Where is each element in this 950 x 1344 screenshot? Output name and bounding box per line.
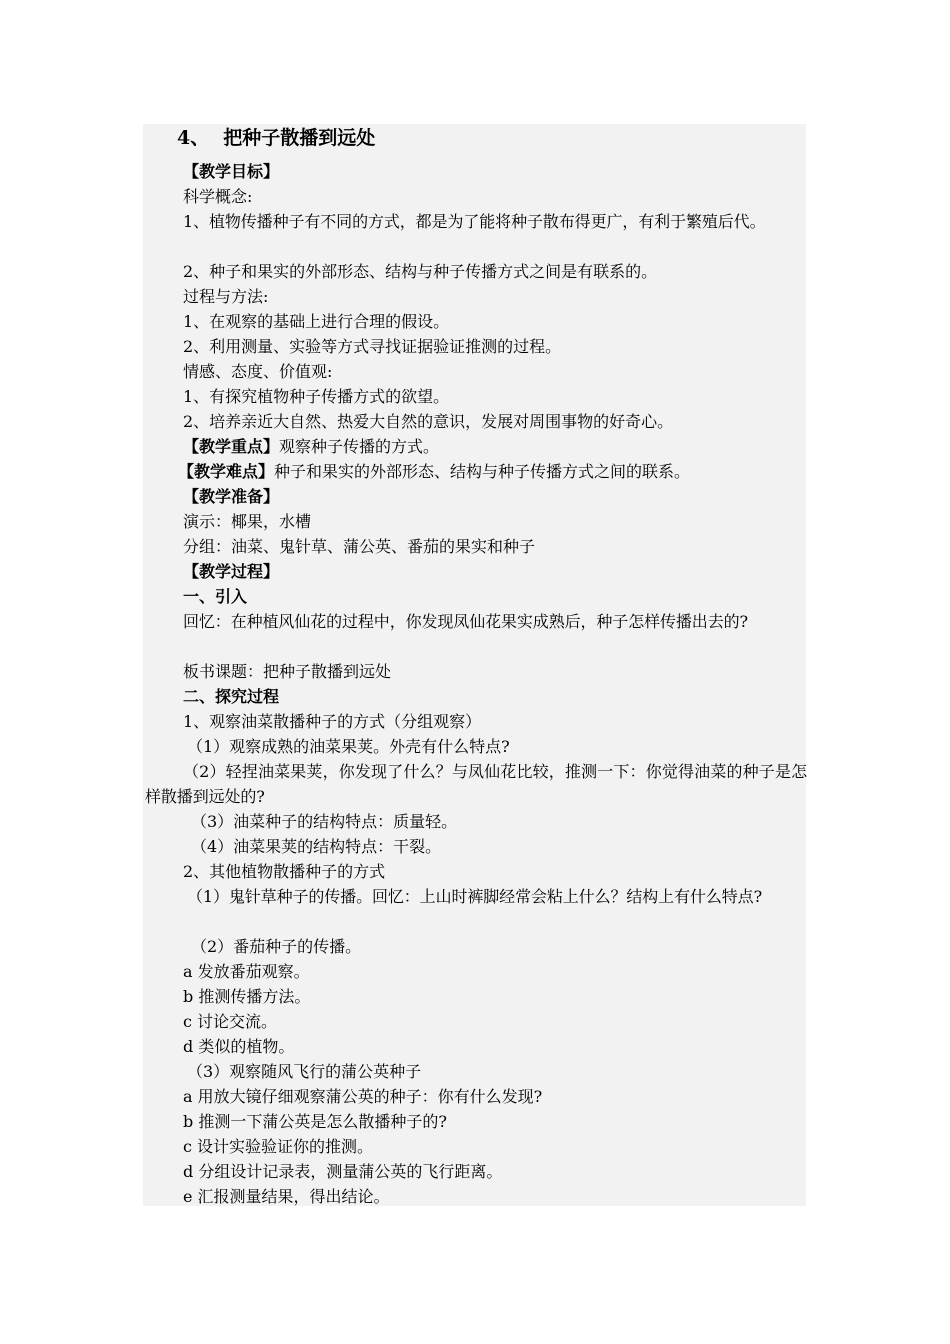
other-plants: 2、其他植物散播种子的方式 — [183, 862, 386, 881]
lesson-number: 4、 — [177, 127, 210, 149]
dandelion-b: b 推测一下蒲公英是怎么散播种子的? — [183, 1112, 447, 1131]
dandelion-step: （3）观察随风飞行的蒲公英种子 — [187, 1062, 422, 1081]
key-point-line — [145, 435, 807, 460]
key-point-label: 【教学重点】 — [183, 437, 280, 456]
heading-teaching-process: 【教学过程】 — [183, 562, 280, 581]
tomato-step: （2）番茄种子的传播。 — [191, 937, 362, 956]
dandelion-e: e 汇报测量结果，得出结论。 — [183, 1187, 390, 1206]
heading-teaching-goals: 【教学目标】 — [183, 162, 280, 181]
rapeseed-step-2: （2）轻捏油菜果荚，你发现了什么？与凤仙花比较，推测一下：你觉得油菜的种子是怎样散播到远处的? — [145, 762, 807, 806]
subheading-science-concept: 科学概念: — [183, 187, 253, 206]
emotion-item-2: 2、培养亲近大自然、热爱大自然的意识，发展对周围事物的好奇心。 — [183, 412, 674, 431]
observe-rapeseed: 1、观察油菜散播种子的方式（分组观察） — [183, 712, 482, 731]
process-item-1: 1、在观察的基础上进行合理的假设。 — [183, 312, 450, 331]
bidens-step: （1）鬼针草种子的传播。回忆：上山时裤脚经常会粘上什么？结构上有什么特点? — [187, 887, 763, 906]
board-title: 板书课题：把种子散播到远处 — [183, 662, 392, 681]
dandelion-a: a 用放大镜仔细观察蒲公英的种子：你有什么发现? — [183, 1087, 543, 1106]
difficulty-label: 【教学难点】 — [178, 462, 275, 481]
subheading-process-method: 过程与方法: — [183, 287, 269, 306]
prep-group: 分组：油菜、鬼针草、蒲公英、番茄的果实和种子 — [183, 537, 536, 556]
difficulty-line — [178, 460, 807, 485]
dandelion-c: c 设计实验验证你的推测。 — [183, 1137, 374, 1156]
recall-question: 回忆：在种植风仙花的过程中，你发现凤仙花果实成熟后，种子怎样传播出去的? — [183, 612, 748, 631]
tomato-d: d 类似的植物。 — [183, 1037, 295, 1056]
emotion-item-1: 1、有探究植物种子传播方式的欲望。 — [183, 387, 450, 406]
rapeseed-step-3: （3）油菜种子的结构特点：质量轻。 — [191, 812, 458, 831]
rapeseed-step-1: （1）观察成熟的油菜果荚。外壳有什么特点? — [187, 737, 510, 756]
difficulty-text: 种子和果实的外部形态、结构与种子传播方式之间的联系。 — [274, 462, 691, 481]
lesson-title-text: 把种子散播到远处 — [223, 127, 376, 149]
section-inquiry: 二、探究过程 — [183, 687, 280, 706]
subheading-emotion-attitude: 情感、态度、价值观: — [183, 362, 333, 381]
concept-item-1: 1、植物传播种子有不同的方式，都是为了能将种子散布得更广，有利于繁殖后代。 — [183, 212, 766, 231]
tomato-c: c 讨论交流。 — [183, 1012, 278, 1031]
prep-demo: 演示：椰果，水槽 — [183, 512, 312, 531]
key-point-text: 观察种子传播的方式。 — [279, 437, 440, 456]
heading-teaching-prep: 【教学准备】 — [183, 487, 280, 506]
dandelion-d: d 分组设计记录表，测量蒲公英的飞行距离。 — [183, 1162, 503, 1181]
lesson-title — [177, 126, 375, 150]
tomato-b: b 推测传播方法。 — [183, 987, 311, 1006]
rapeseed-step-4: （4）油菜果荚的结构特点：干裂。 — [191, 837, 442, 856]
section-intro: 一、引入 — [183, 587, 248, 606]
concept-item-2: 2、种子和果实的外部形态、结构与种子传播方式之间是有联系的。 — [183, 262, 658, 281]
process-item-2: 2、利用测量、实验等方式寻找证据验证推测的过程。 — [183, 337, 562, 356]
tomato-a: a 发放番茄观察。 — [183, 962, 310, 981]
